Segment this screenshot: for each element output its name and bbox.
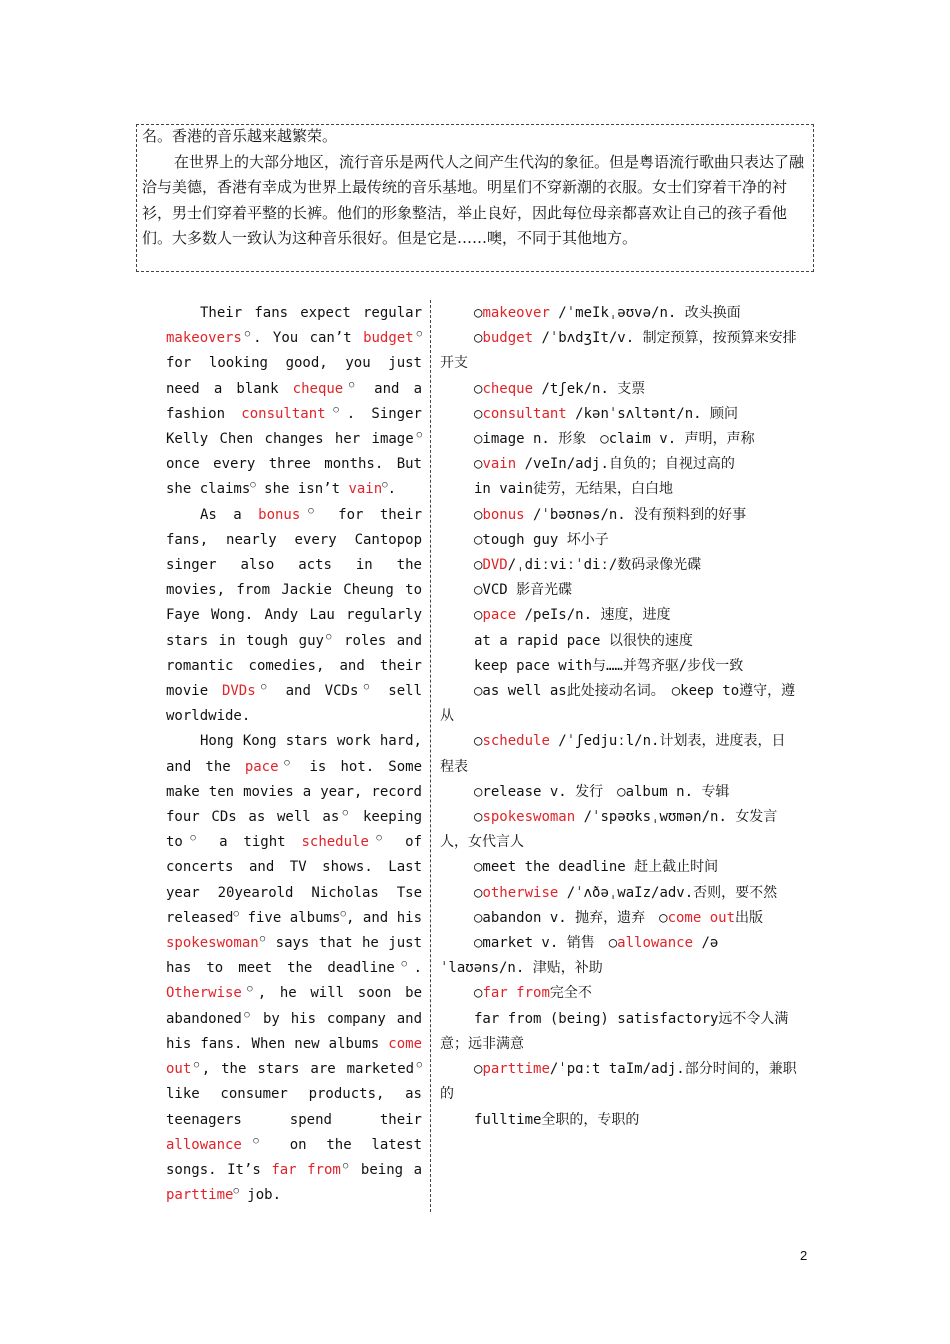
- text-run: ○: [474, 330, 483, 347]
- text-run: ○image n. 形象 ○claim v. 声明，声称: [474, 431, 755, 448]
- note-entry: [440, 881, 798, 906]
- note-entry: [440, 578, 798, 603]
- note-entry: [440, 1057, 798, 1107]
- note-marker: ○: [241, 329, 254, 340]
- text-run: at a rapid pace 以很快的速度: [474, 632, 693, 649]
- note-marker: ○: [250, 480, 256, 491]
- text-run: roles and romantic comedies, and their movie: [166, 632, 423, 700]
- english-passage: [166, 301, 422, 1208]
- keyword: allowance: [617, 935, 694, 952]
- text-run: and VCDs: [271, 683, 359, 700]
- text-run: sell worldwide.: [166, 683, 423, 725]
- keyword: allowance: [166, 1136, 242, 1153]
- text-run: /əˈlaʊəns/n. 津贴，补助: [440, 935, 719, 977]
- passage-paragraph: [166, 503, 422, 730]
- keyword: vain: [348, 481, 383, 498]
- keyword: budget: [482, 330, 534, 347]
- keyword: makeovers: [166, 330, 242, 347]
- text-run: 出版: [735, 909, 764, 926]
- note-entry: [440, 805, 798, 855]
- text-run: keeping to: [166, 809, 422, 851]
- text-run: ○tough guy 坏小子: [474, 531, 609, 548]
- keyword: come out: [166, 1035, 422, 1078]
- note-marker: ○: [255, 682, 272, 693]
- text-run: ○market v. 销售 ○: [474, 935, 618, 952]
- text-run: ○: [474, 733, 483, 750]
- keyword: cheque: [292, 380, 344, 397]
- text-run: ○: [474, 405, 483, 422]
- text-run: /peIs/n. 速度，进度: [516, 607, 671, 624]
- note-marker: ○: [340, 1160, 351, 1171]
- keyword: DVDs: [221, 683, 256, 700]
- text-run: /ˈʌðəˌwaIz/adv.否则，要不然: [558, 884, 778, 901]
- column-divider: [430, 300, 431, 1212]
- text-run: . You can’t: [253, 330, 364, 347]
- note-marker: ○: [368, 833, 390, 844]
- text-run: .: [413, 960, 422, 977]
- text-run: a tight: [203, 834, 302, 851]
- note-entry: [440, 780, 798, 805]
- keyword: pace: [482, 607, 517, 624]
- text-run: for their fans, nearly every Cantopop singer also acts in the movies, from Jackie Cheung to Faye Wong. Andy Lau regularly stars in tough guy: [166, 506, 422, 649]
- note-entry: [440, 553, 798, 578]
- note-entry: [440, 981, 798, 1006]
- note-marker: ○: [278, 757, 296, 768]
- translation-text: [142, 124, 806, 252]
- text-run: ○: [474, 456, 483, 473]
- note-entry: [440, 477, 798, 502]
- text-run: in vain徒劳，无结果，白白地: [474, 481, 674, 498]
- note-entry: [440, 301, 798, 326]
- text-run: /ˈʃedjuːl/n.计划表，进度表，日程表: [440, 733, 786, 775]
- note-entry: [440, 528, 798, 553]
- note-marker: ○: [300, 505, 322, 516]
- vocabulary-notes: [440, 301, 798, 1133]
- text-run: , the stars are marketed: [201, 1061, 415, 1078]
- text-run: , he will soon be abandoned: [166, 985, 423, 1027]
- note-marker: ○: [241, 984, 258, 995]
- text-run: job.: [238, 1187, 282, 1204]
- keyword: schedule: [301, 834, 369, 851]
- text-run: ○release v. 发行 ○album n. 专辑: [474, 783, 730, 800]
- keyword: bonus: [482, 506, 525, 523]
- text-run: ○: [474, 305, 483, 321]
- note-marker: ○: [323, 631, 334, 642]
- text-run: five albums: [239, 909, 341, 926]
- text-run: being a: [350, 1161, 422, 1178]
- text-run: and a fashion: [166, 380, 423, 422]
- text-run: .: [387, 481, 397, 498]
- text-run: /tʃek/n. 支票: [533, 380, 646, 397]
- note-marker: ○: [413, 430, 422, 441]
- note-entry: [440, 326, 798, 376]
- note-marker: ○: [191, 1060, 202, 1071]
- text-run: once every three months. But she claims: [166, 456, 422, 498]
- note-entry: [440, 1007, 798, 1057]
- text-run: /kənˈsʌltənt/n. 顾问: [566, 405, 739, 422]
- keyword: spokeswoman: [166, 935, 259, 952]
- note-marker: ○: [343, 379, 361, 390]
- note-marker: ○: [340, 908, 346, 919]
- note-entry: [440, 679, 798, 729]
- keyword: far from: [482, 985, 550, 1002]
- note-marker: ○: [358, 682, 375, 693]
- keyword: vain: [482, 456, 517, 473]
- keyword: parttime: [482, 1061, 550, 1078]
- keyword: budget: [363, 330, 414, 347]
- text-run: Their fans expect regular: [200, 305, 422, 321]
- text-run: /ˌdiːviːˈdiː/数码录像光碟: [507, 557, 702, 574]
- note-marker: ○: [241, 1009, 253, 1020]
- text-run: ○VCD 影音光碟: [474, 582, 573, 599]
- text-run: ○meet the deadline 赶上截止时间: [474, 859, 719, 876]
- note-marker: ○: [233, 908, 240, 919]
- text-run: /veIn/adj.自负的；自视过高的: [516, 456, 735, 473]
- text-run: , and his: [345, 909, 423, 926]
- text-run: ○as well as此处接动名词。 ○keep to遵守，遵从: [440, 683, 796, 725]
- text-run: on the latest songs. It’s: [166, 1136, 422, 1178]
- text-run: ○: [474, 809, 483, 826]
- keyword: pace: [244, 758, 279, 775]
- text-run: for looking good, you just need a blank: [166, 355, 422, 397]
- text-run: /ˈbəʊnəs/n. 没有预料到的好事: [524, 506, 747, 523]
- note-entry: [440, 729, 798, 779]
- text-run: ○: [474, 506, 483, 523]
- text-run: ○: [474, 607, 483, 624]
- text-run: says that he just has to meet the deadline: [166, 935, 422, 977]
- keyword: makeover: [482, 305, 550, 321]
- note-marker: ○: [414, 1060, 422, 1071]
- keyword: far from: [271, 1161, 341, 1178]
- text-run: ○: [474, 884, 483, 901]
- keyword: spokeswoman: [482, 809, 576, 826]
- note-entry: [440, 654, 798, 679]
- text-run: fulltime全职的，专职的: [474, 1111, 640, 1128]
- keyword: consultant: [241, 405, 326, 422]
- note-entry: [440, 452, 798, 477]
- note-entry: [440, 427, 798, 452]
- note-marker: ○: [394, 959, 414, 970]
- text-run: /ˈpɑːt taIm/adj.部分时间的，兼职的: [440, 1061, 797, 1103]
- note-entry: [440, 377, 798, 402]
- translation-paragraph: 在世界上的大部分地区，流行音乐是两代人之间产生代沟的象征。但是粤语流行歌曲只表达了融洽与美德，香港有幸成为世界上最传统的音乐基地。明星们不穿新潮的衣服。女士们穿着干净的衬衫，男士们穿着平整的长裤。他们的形象整洁，举止良好，因此每位母亲都喜欢让自己的孩子看他们。大多数人一致认为这种音乐很好。但是它是……噢，不同于其他地方。: [142, 152, 805, 247]
- note-entry: [440, 855, 798, 880]
- note-marker: ○: [258, 934, 267, 945]
- text-run: like consumer products, as teenagers spend their: [166, 1086, 422, 1128]
- text-run: /ˈmeIkˌəʊvə/n. 改头换面: [549, 305, 741, 321]
- keyword: cheque: [482, 380, 534, 397]
- text-run: ○: [474, 557, 483, 574]
- keyword: schedule: [482, 733, 550, 750]
- note-entry: [440, 402, 798, 427]
- note-marker: ○: [182, 833, 204, 844]
- text-run: ○: [474, 1061, 483, 1078]
- keyword: come out: [667, 909, 736, 926]
- note-entry: [440, 906, 798, 931]
- text-run: ○abandon v. 抛弃，遗弃 ○: [474, 909, 668, 926]
- note-marker: ○: [325, 404, 347, 415]
- note-marker: ○: [413, 329, 423, 340]
- passage-paragraph: [166, 301, 422, 503]
- note-marker: ○: [233, 1186, 239, 1197]
- text-run: 完全不: [549, 985, 592, 1002]
- text-run: As a: [200, 506, 259, 523]
- keyword: parttime: [166, 1187, 234, 1204]
- note-entry: [440, 629, 798, 654]
- note-marker: ○: [241, 1135, 270, 1146]
- keyword: otherwise: [482, 884, 559, 901]
- keyword: consultant: [482, 405, 567, 422]
- note-marker: ○: [339, 808, 352, 819]
- text-run: /ˈbʌdʒIt/v. 制定预算，按预算来安排开支: [440, 330, 797, 372]
- page-number: 2: [800, 1248, 808, 1263]
- text-run: is hot. Some make ten movies a year, record four CDs as well as: [166, 758, 423, 826]
- note-marker: ○: [382, 480, 388, 491]
- note-entry: [440, 603, 798, 628]
- text-run: of concerts and TV shows. Last year 20yearold Nicholas Tse released: [166, 834, 423, 926]
- text-run: she isn’t: [255, 481, 349, 498]
- text-run: Hong Kong stars work hard, and the: [166, 733, 422, 775]
- text-run: ○: [474, 985, 483, 1002]
- passage-paragraph: [166, 729, 422, 1208]
- translation-line: 名。香港的音乐越来越繁荣。: [142, 127, 338, 145]
- note-entry: [440, 503, 798, 528]
- text-run: /ˈspəʊksˌwʊmən/n. 女发言人，女代言人: [440, 809, 778, 851]
- note-entry: [440, 1108, 798, 1133]
- text-run: by his company and his fans. When new albums: [166, 1010, 422, 1052]
- text-run: far from (being) satisfactory远不令人满意；远非满意: [440, 1010, 789, 1052]
- keyword: bonus: [258, 506, 301, 523]
- note-entry: [440, 931, 798, 981]
- text-run: . Singer Kelly Chen changes her image: [166, 405, 422, 448]
- keyword: Otherwise: [166, 985, 242, 1002]
- text-run: ○: [474, 380, 483, 397]
- keyword: DVD: [482, 557, 508, 574]
- text-run: keep pace with与……并驾齐驱/步伐一致: [474, 657, 744, 674]
